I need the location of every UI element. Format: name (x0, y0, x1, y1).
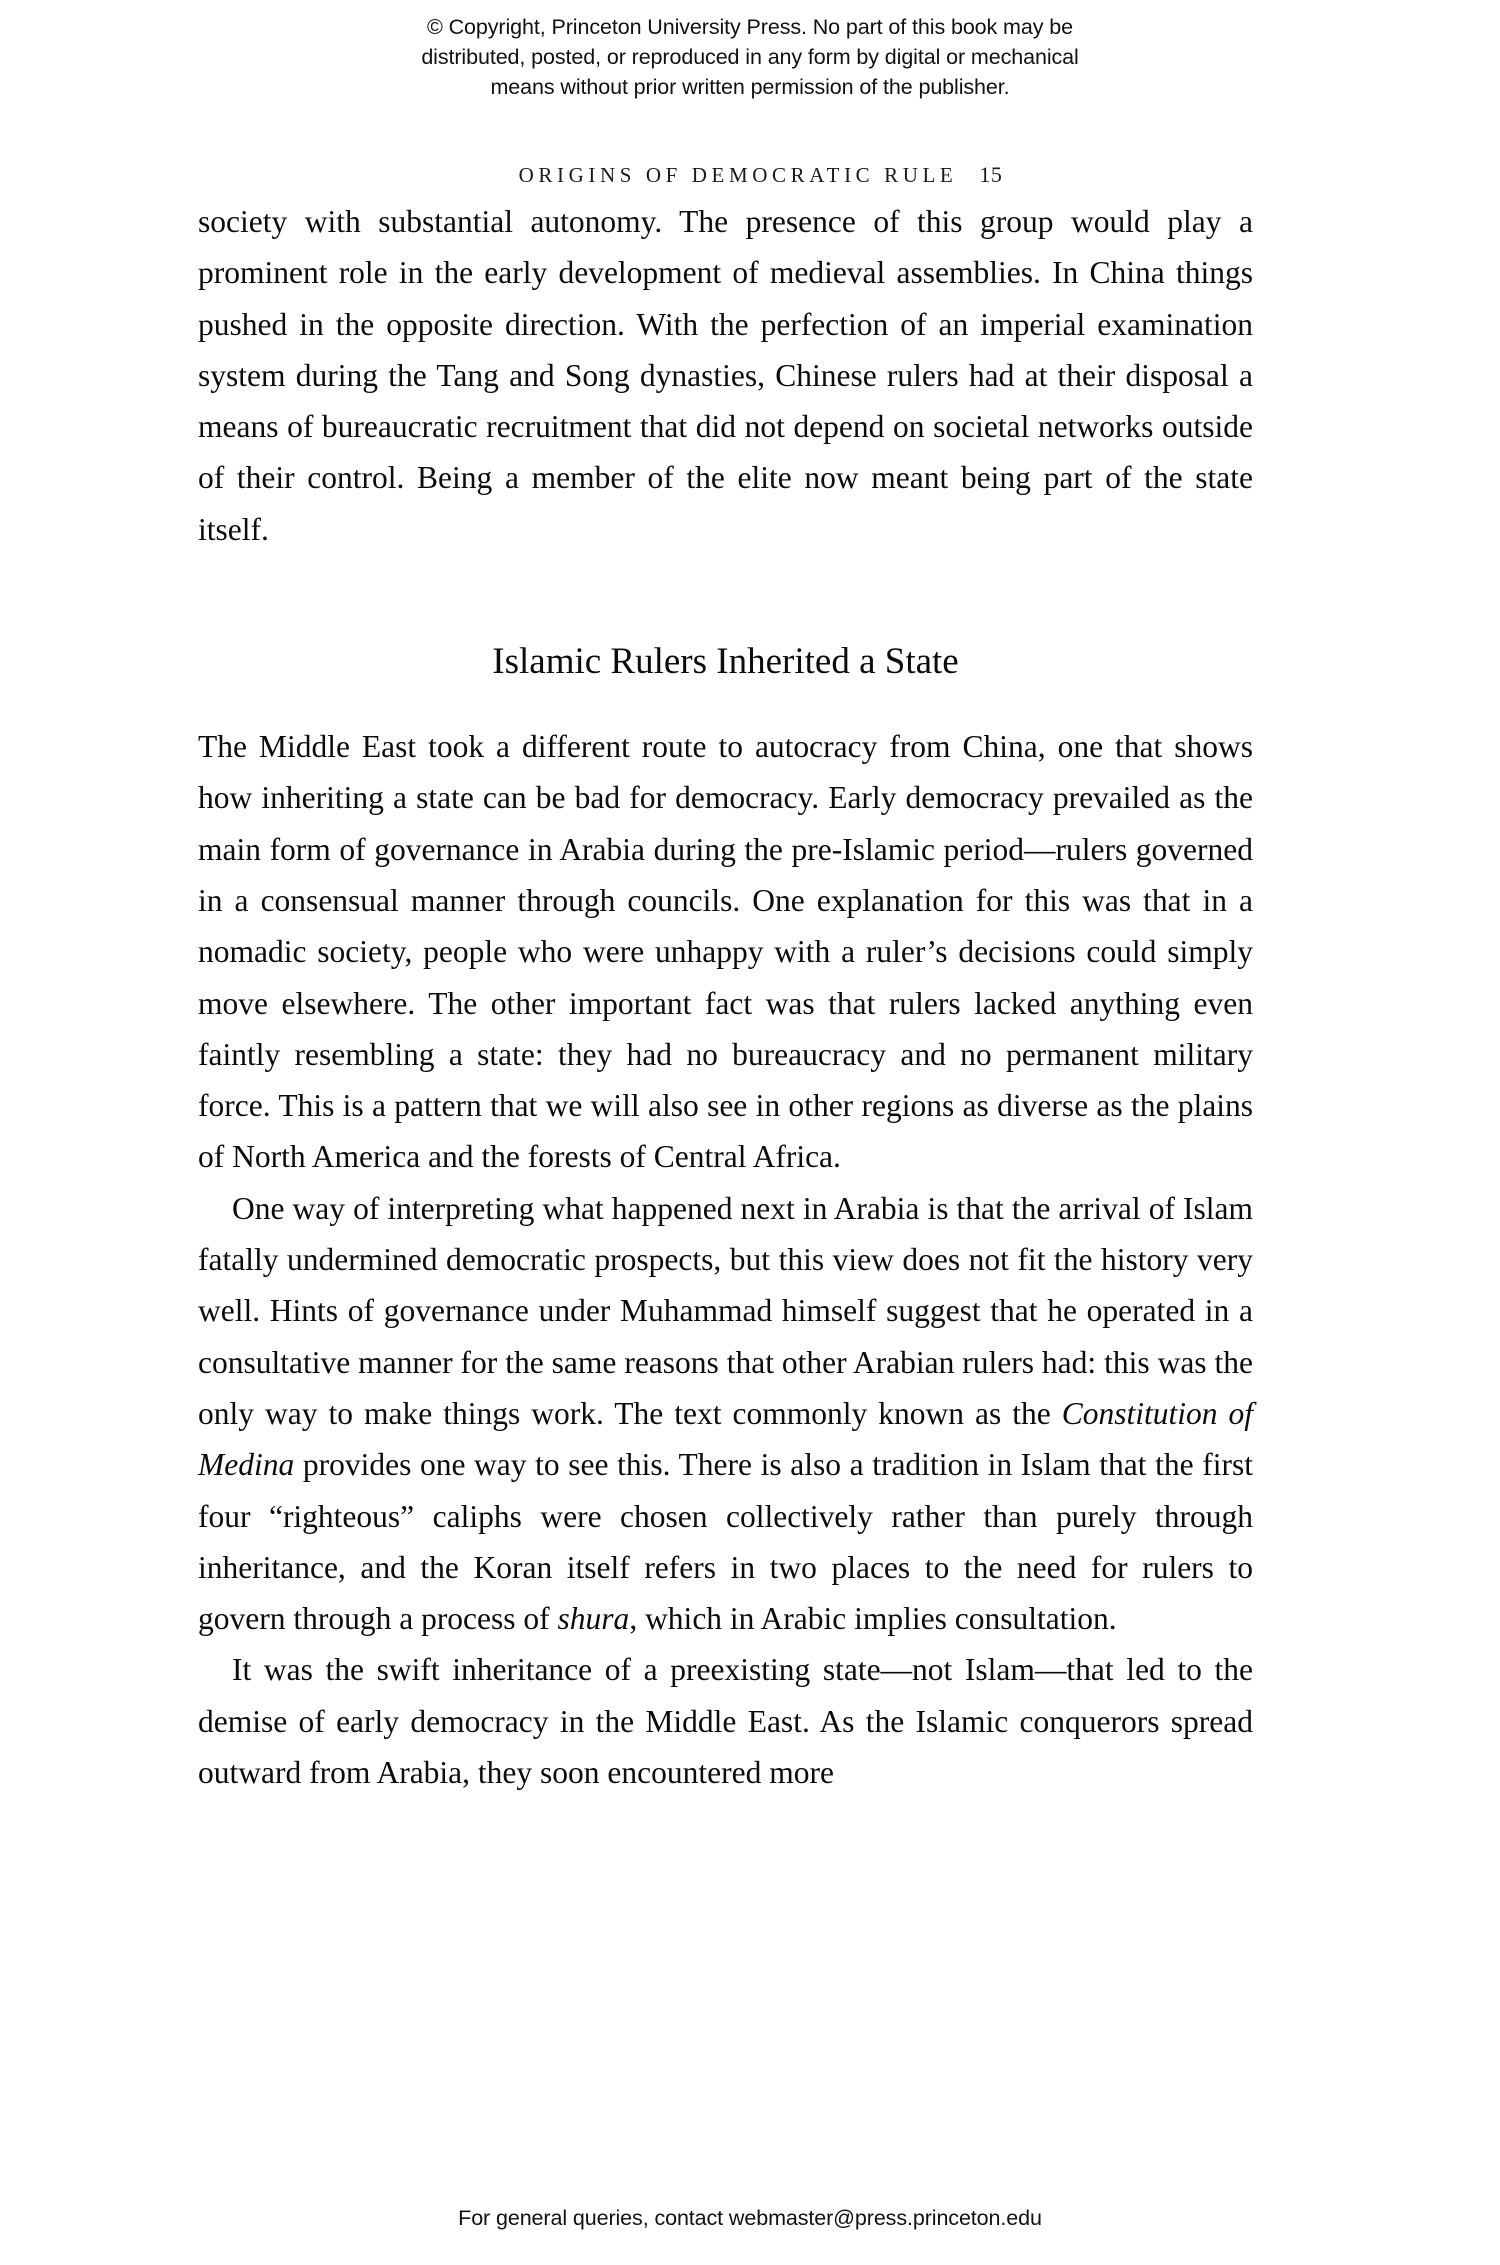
copyright-notice (0, 12, 1500, 102)
paragraph-3-text-a: One way of interpreting what happened next in Arabia is that the arrival of Islam fatally undermined democratic prospects, but this view does not fit the history very well. Hints of governance under Muhammad himself suggest that he operated in a consultative manner for the same reasons that other Arabian rulers had: this was the only way to make things work. The text commonly known as the (198, 1190, 1253, 1431)
paragraph-3-text-b: provides one way to see this. There is also a tradition in Islam that the first four “righteous” caliphs were chosen collectively rather than purely through inheritance, and the Koran itself refers in two places to the need for rulers to govern through a process of (198, 1447, 1253, 1637)
paragraph-interpreting-arabia (198, 1183, 1253, 1645)
paragraph-3-text-c: , which in Arabic implies consultation. (629, 1601, 1117, 1637)
section-heading: Islamic Rulers Inherited a State (492, 641, 959, 683)
heading-space-after (198, 685, 1253, 721)
heading-space-before (198, 555, 1253, 639)
paragraph-middle-east: The Middle East took a different route to autocracy from China, one that shows how inheriting a state can be bad for democracy. Early democracy prevailed as the main form of governance in Arabia during the pre-Islamic period—rulers governed in a consensual manner through councils. One explanation for this was that in a nomadic society, people who were unhappy with a ruler’s decisions could simply move elsewhere. The other important fact was that rulers lacked anything even faintly resembling a state: they had no bureaucracy and no permanent military force. This is a pattern that we will also see in other regions as diverse as the plains of North America and the forests of Central Africa. (198, 729, 1253, 1175)
book-title-constitution-of-medina: Constitution of Medina (198, 1395, 1254, 1483)
paragraph-continuation: society with substantial autonomy. The presence of this group would play a prominent role in the early development of medieval assemblies. In China things pushed in the opposite direction. With the perfection of an imperial examination system during the Tang and Song dynasties, Chinese rulers had at their disposal a means of bureaucratic recruitment that did not depend on societal networks outside of their control. Being a member of the elite now meant being part of the state itself. (198, 204, 1253, 547)
footer-contact-line: For general queries, contact webmaster@press.princeton.edu (458, 2206, 1042, 2230)
copyright-line-2: distributed, posted, or reproduced in any form by digital or mechanical (421, 45, 1079, 69)
body-text-block (198, 196, 1253, 1798)
arabic-term-shura: shura (557, 1601, 630, 1637)
copyright-line-3: means without prior written permission of the publisher. (490, 75, 1010, 99)
paragraph-swift-inheritance: It was the swift inheritance of a preexisting state—not Islam—that led to the demise of early democracy in the Middle East. As the Islamic conquerors spread outward from Arabia, they soon encountered more (198, 1652, 1253, 1791)
running-head-title: ORIGINS OF DEMOCRATIC RULE (518, 163, 958, 187)
page-folio-number: 15 (979, 162, 1003, 187)
copyright-line-1: © Copyright, Princeton University Press. No part of this book may be (427, 15, 1073, 39)
